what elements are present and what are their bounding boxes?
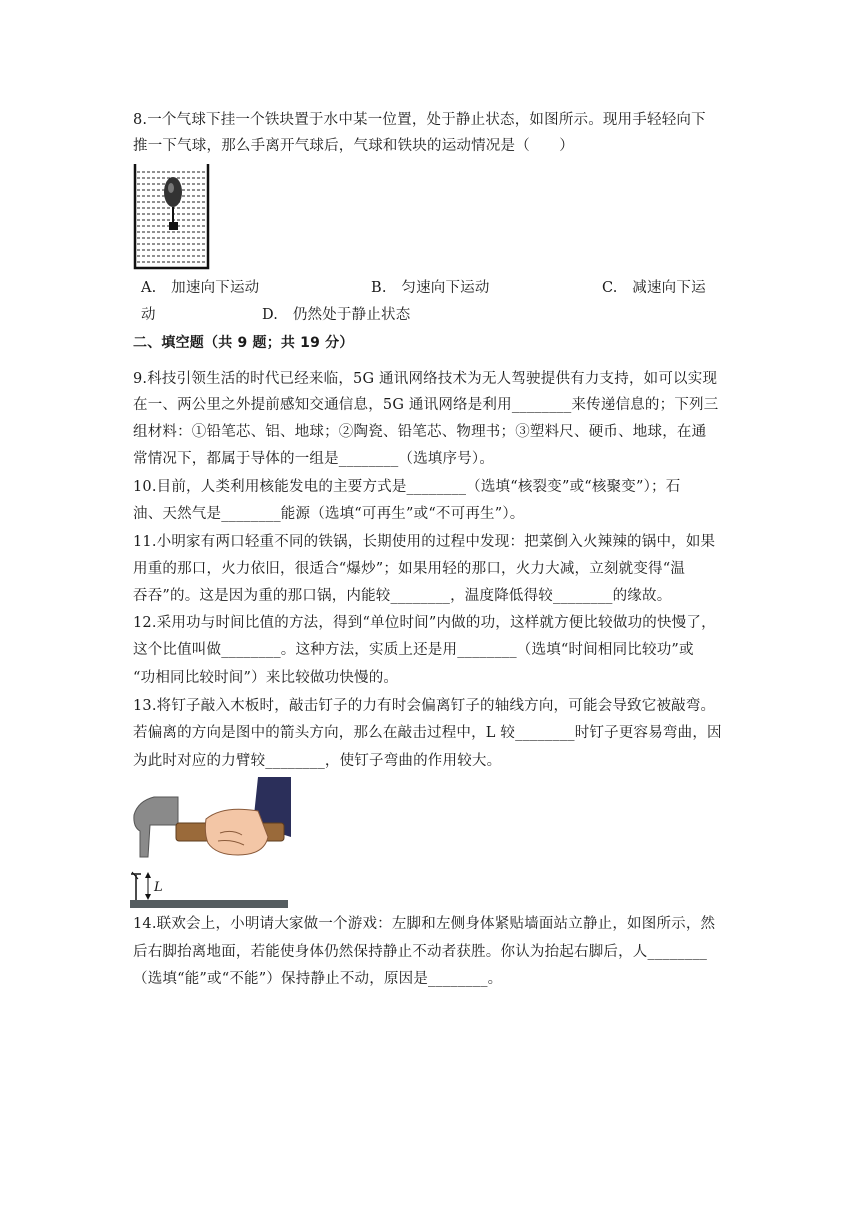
q9-line-4: 常情况下，都属于导体的一组是________（选填序号）。 [133, 451, 495, 467]
q14-line-2: 后右脚抬离地面，若能使身体仍然保持静止不动者获胜。你认为抬起右脚后，人________ [133, 944, 708, 960]
q12-line-2: 这个比值叫做________。这种方法，实质上还是用________（选填“时间相同比较功”或 [133, 642, 694, 658]
q8-option-c: C. 减速向下运 [602, 280, 706, 296]
q10-line-1: 10.目前，人类利用核能发电的主要方式是________（选填“核裂变”或“核聚变”）；石 [133, 479, 681, 495]
q11-line-1: 11.小明家有两口轻重不同的铁锅，长期使用的过程中发现：把菜倒入火辣辣的锅中，如果 [133, 534, 716, 550]
q8-option-c-continued: 动 [141, 307, 156, 323]
q11-line-3: 吞吞”的。这是因为重的那口锅，内能较________，温度降低得较________的缘故。 [133, 588, 672, 604]
balloon-iron-block-figure [133, 162, 210, 270]
q9-line-1: 9.科技引领生活的时代已经来临，5G 通讯网络技术为无人驾驶提供有力支持，如可以实现 [133, 371, 718, 387]
q13-line-2: 若偏离的方向是图中的箭头方向，那么在敲击过程中，L 较________时钉子更容易弯曲，因 [133, 725, 722, 741]
q13-line-3: 为此时对应的力臂较________，使钉子弯曲的作用较大。 [133, 753, 502, 769]
q12-line-1: 12.采用功与时间比值的方法，得到“单位时间”内做的功，这样就方便比较做功的快慢了， [133, 615, 716, 631]
q9-line-3: 组材料：①铅笔芯、铝、地球；②陶瓷、铅笔芯、物理书；③塑料尺、硬币、地球，在通 [133, 424, 707, 440]
q14-line-1: 14.联欢会上，小明请大家做一个游戏：左脚和左侧身体紧贴墙面站立静止，如图所示，然 [133, 916, 716, 932]
q10-line-2: 油、天然气是________能源（选填“可再生”或“不可再生”）。 [133, 506, 525, 522]
q11-line-2: 用重的那口，火力依旧，很适合“爆炒”；如果用轻的那口，火力大减，立刻就变得“温 [133, 561, 686, 577]
section-heading: 二、填空题（共 9 题；共 19 分） [133, 335, 354, 351]
q13-line-1: 13.将钉子敲入木板时，敲击钉子的力有时会偏离钉子的轴线方向，可能会导致它被敲弯。 [133, 698, 716, 714]
q8-option-d: D. 仍然处于静止状态 [262, 307, 411, 323]
length-label: L [154, 880, 163, 895]
q8-option-b: B. 匀速向下运动 [371, 280, 490, 296]
q8-option-a: A. 加速向下运动 [141, 280, 260, 296]
q9-line-2: 在一、两公里之外提前感知交通信息，5G 通讯网络是利用________来传递信息的；下列三 [133, 397, 719, 413]
q8-line-1: 8.一个气球下挂一个铁块置于水中某一位置，处于静止状态，如图所示。现用手轻轻向下 [133, 112, 706, 128]
q8-line-2: 推一下气球，那么手离开气球后，气球和铁块的运动情况是（ ） [133, 138, 574, 154]
q14-line-3: （选填“能”或“不能”）保持静止不动，原因是________。 [133, 971, 503, 987]
hammer-nail-figure [128, 775, 293, 910]
q12-line-3: “功相同比较时间”）来比较做功快慢的。 [133, 670, 399, 686]
